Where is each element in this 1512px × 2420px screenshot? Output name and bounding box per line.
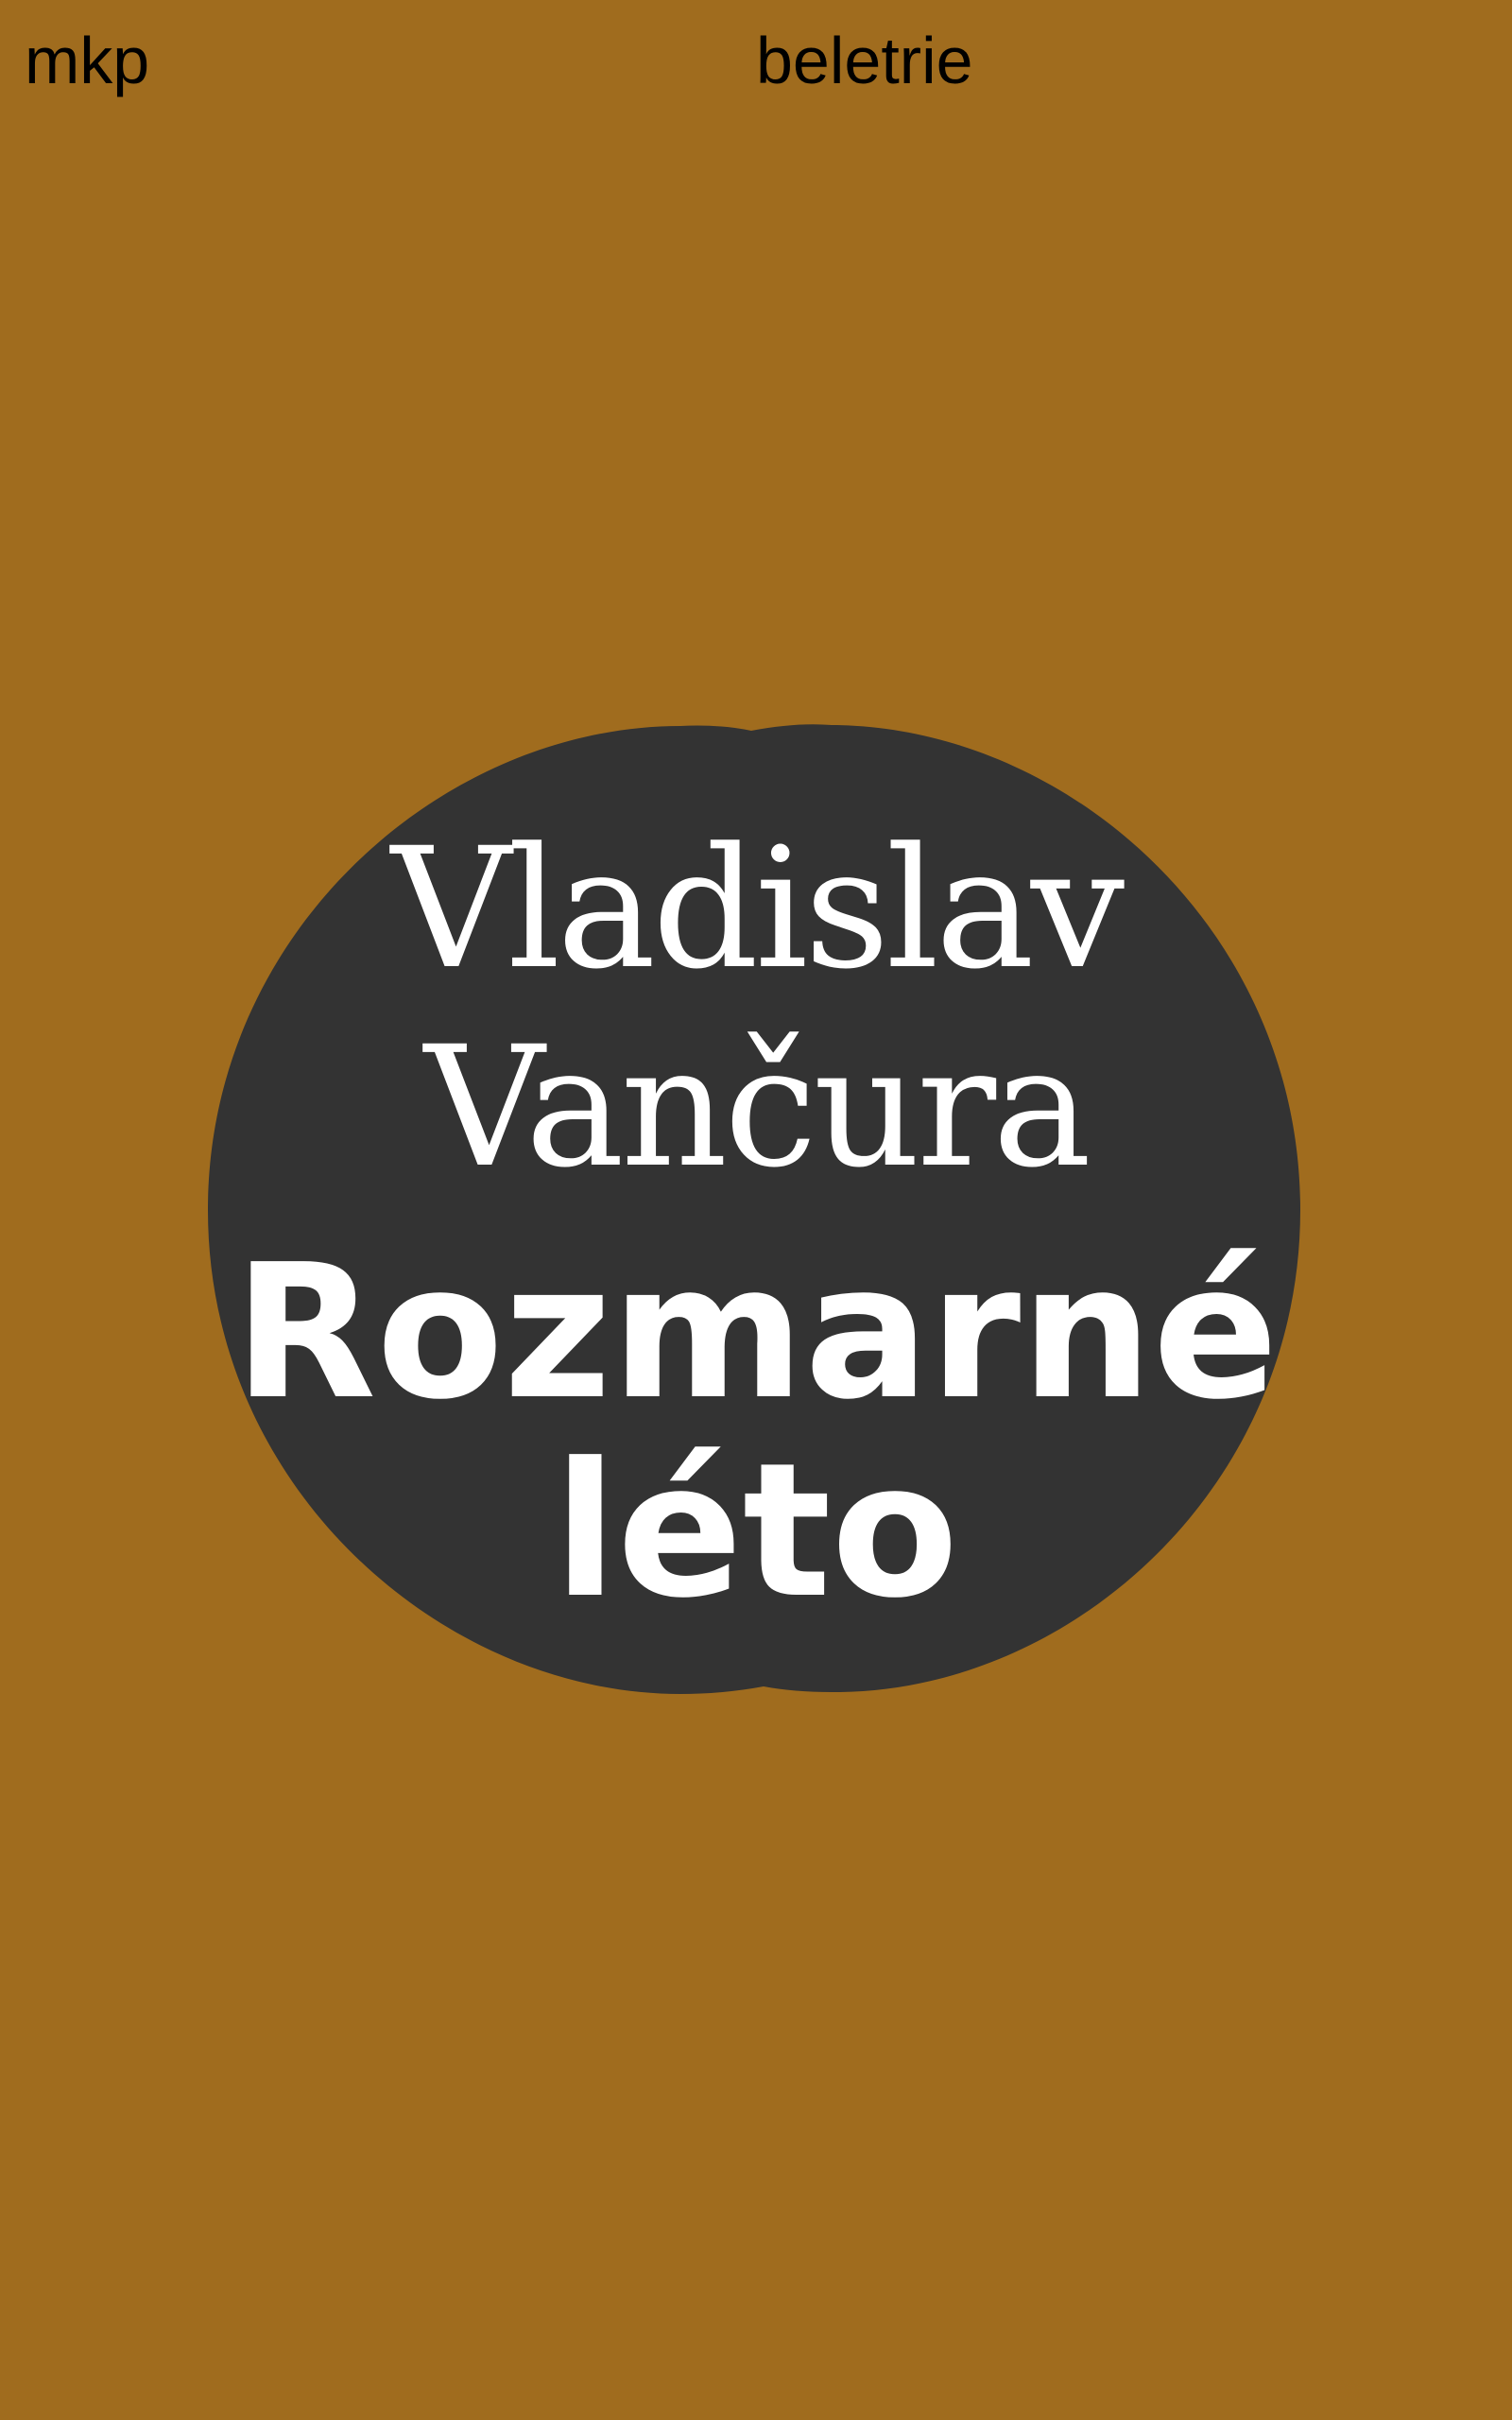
author-last-name: Vančura [423, 1011, 1089, 1204]
author-first-name: Vladislav [390, 812, 1122, 1006]
book-title-line-2: léto [553, 1424, 959, 1639]
publisher-label: mkp [25, 24, 150, 97]
category-label: beletrie [756, 24, 973, 97]
book-title-line-1: Rozmarné [233, 1225, 1279, 1441]
